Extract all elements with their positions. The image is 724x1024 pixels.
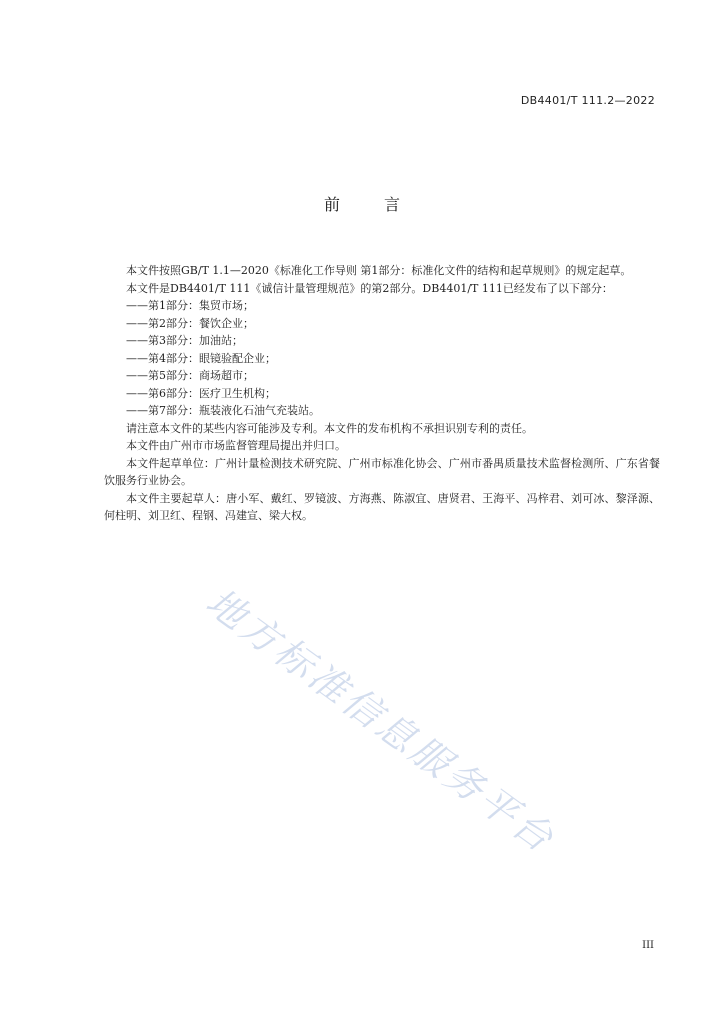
list-item: ——第5部分：商场超市； [126, 369, 254, 382]
parts-list [104, 297, 660, 420]
list-item: ——第1部分：集贸市场； [126, 299, 254, 312]
list-item: ——第4部分：眼镜验配企业； [126, 351, 276, 365]
list-item: ——第3部分：加油站； [126, 334, 243, 347]
paragraph-proposer: 本文件由广州市市场监督管理局提出并归口。 [126, 439, 346, 452]
paragraph-patent-notice: 请注意本文件的某些内容可能涉及专利。本文件的发布机构不承担识别专利的责任。 [126, 421, 533, 435]
title-char-2: 言 [384, 195, 401, 214]
standard-code: DB4401/T 111.2—2022 [520, 94, 655, 107]
paragraph-drafters: 本文件主要起草人：唐小军、戴红、罗镜波、方海燕、陈淑宜、唐贤君、王海平、冯梓君、刘可冰、黎泽源、何柱明、刘卫红、程钢、冯建宣、梁大权。 [104, 491, 660, 522]
foreword-body [104, 262, 660, 525]
list-item: ——第2部分：餐饮企业； [126, 316, 254, 330]
paragraph-series-info: 本文件是DB4401/T 111《诚信计量管理规范》的第2部分。DB4401/T 111已经发布了以下部分： [126, 281, 613, 295]
page-number: III [642, 940, 654, 951]
list-item: ——第7部分：瓶装液化石油气充装站。 [126, 404, 320, 417]
title-char-1: 前 [323, 195, 340, 214]
watermark: 地方标准信息服务平台 [198, 579, 564, 863]
paragraph-drafting-rules: 本文件按照GB/T 1.1—2020《标准化工作导则 第1部分：标准化文件的结构和起草规则》的规定起草。 [126, 264, 632, 277]
page-title [0, 192, 724, 215]
list-item: ——第6部分：医疗卫生机构； [126, 386, 276, 400]
paragraph-drafting-units: 本文件起草单位：广州计量检测技术研究院、广州市标准化协会、广州市番禺质量技术监督检测所、广东省餐饮服务行业协会。 [104, 456, 660, 487]
